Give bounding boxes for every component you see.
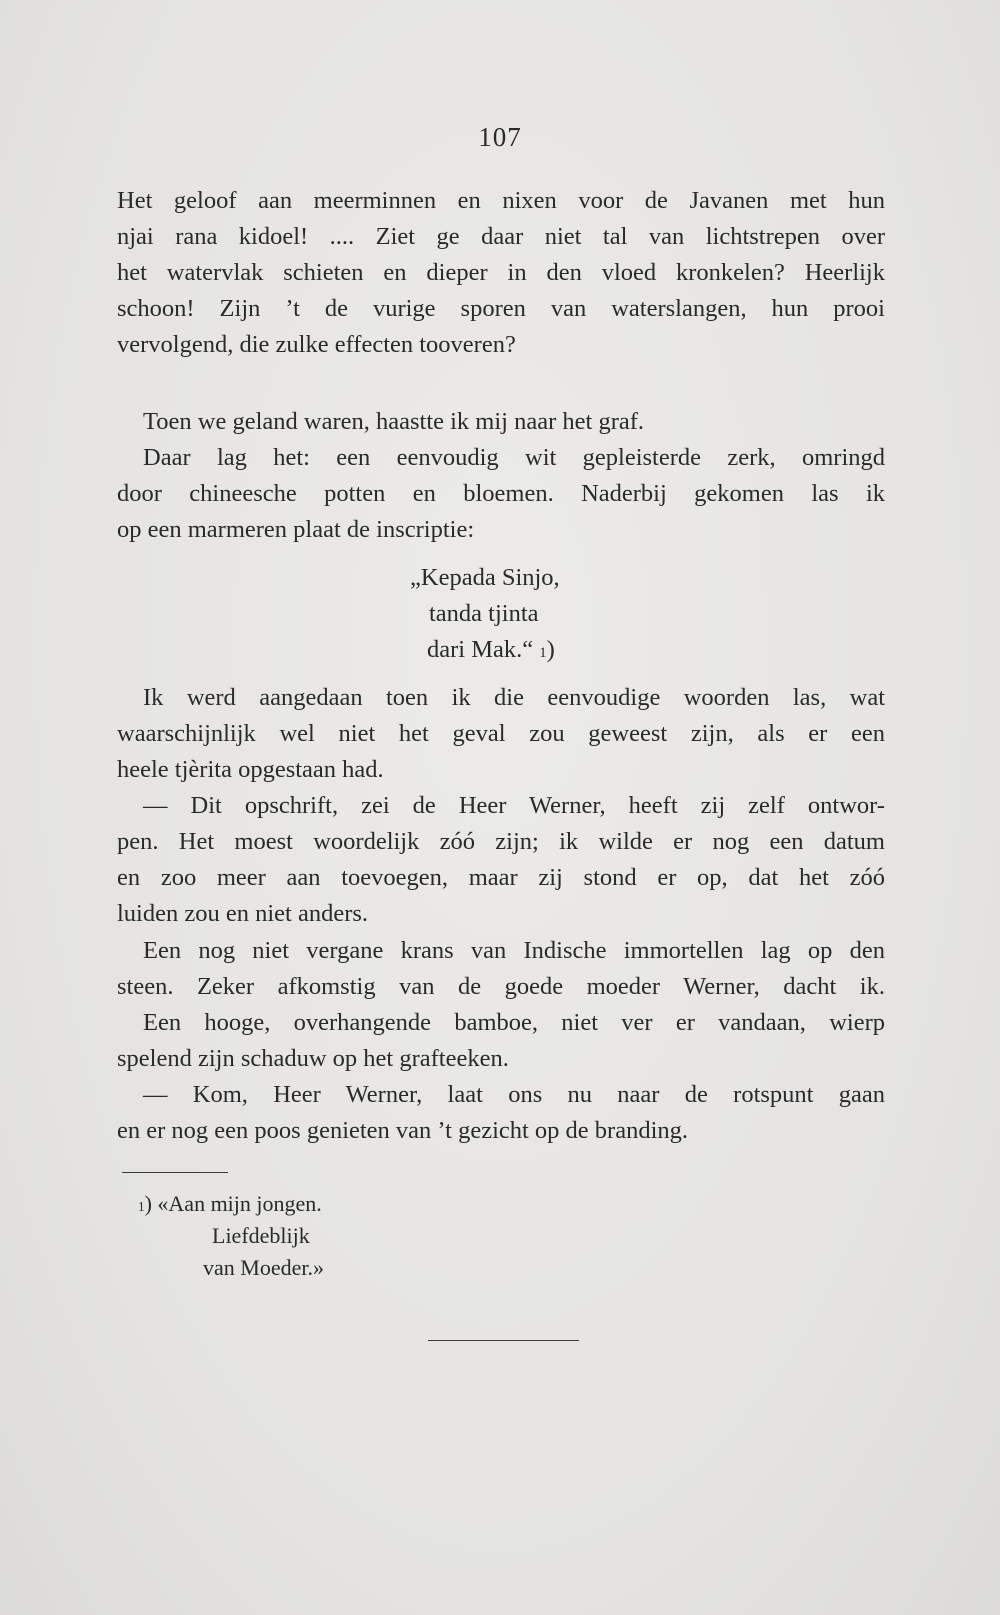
text-line: vervolgend, die zulke effecten tooveren? bbox=[117, 331, 516, 358]
footnote-text: «Aan mijn jongen. bbox=[157, 1191, 322, 1216]
text-line: steen. Zeker afkomstig van de goede moeder Werner, dacht ik. bbox=[117, 973, 885, 1000]
footnote-separator bbox=[122, 1172, 228, 1173]
footnote-line: van Moeder.» bbox=[203, 1255, 324, 1280]
inscription-text: dari Mak.“ bbox=[427, 636, 534, 663]
footnote-marker: 1 bbox=[138, 1199, 145, 1214]
text-line: luiden zou en niet anders. bbox=[117, 900, 369, 927]
text-line: Het geloof aan meerminnen en nixen voor de Javanen met hun bbox=[117, 187, 885, 214]
footnote-reference-paren: ) bbox=[546, 636, 555, 663]
text-line: door chineesche potten en bloemen. Naderbij gekomen las ik bbox=[117, 480, 885, 507]
text-line: pen. Het moest woordelijk zóó zijn; ik wilde er nog een datum bbox=[117, 828, 885, 855]
footnote-line bbox=[138, 1188, 322, 1220]
text-line: spelend zijn schaduw op het grafteeken. bbox=[117, 1045, 509, 1072]
text-line: en er nog een poos genieten van ’t gezicht op de branding. bbox=[117, 1117, 689, 1144]
footnote-marker-paren: ) bbox=[144, 1191, 152, 1216]
text-line: — Kom, Heer Werner, laat ons nu naar de rotspunt gaan bbox=[143, 1081, 885, 1108]
text-line: njai rana kidoel! .... Ziet ge daar niet tal van lichtstrepen over bbox=[117, 223, 885, 250]
text-line: Een nog niet vergane krans van Indische immortellen lag op den bbox=[143, 937, 885, 964]
text-line: Een hooge, overhangende bamboe, niet ver er vandaan, wierp bbox=[143, 1009, 885, 1036]
text-line: waarschijnlijk wel niet het geval zou geweest zijn, als er een bbox=[117, 720, 885, 747]
footnote-reference: 1 bbox=[539, 645, 547, 661]
text-line: Daar lag het: een eenvoudig wit gepleisterde zerk, omringd bbox=[143, 444, 885, 471]
text-line: op een marmeren plaat de inscriptie: bbox=[117, 516, 475, 543]
text-line: — Dit opschrift, zei de Heer Werner, heeft zij zelf ontwor- bbox=[143, 792, 885, 819]
end-rule bbox=[428, 1340, 579, 1341]
text-line: schoon! Zijn ’t de vurige sporen van waterslangen, hun prooi bbox=[117, 295, 885, 322]
text-line: en zoo meer aan toevoegen, maar zij stond er op, dat het zóó bbox=[117, 864, 885, 891]
text-line: het watervlak schieten en dieper in den vloed kronkelen? Heerlijk bbox=[117, 259, 885, 286]
inscription-line: „Kepada Sinjo, bbox=[410, 564, 560, 591]
inscription-line bbox=[427, 632, 555, 668]
text-line: Toen we geland waren, haastte ik mij naar het graf. bbox=[143, 408, 645, 435]
inscription-line: tanda tjinta bbox=[429, 600, 539, 627]
text-line: heele tjèrita opgestaan had. bbox=[117, 756, 384, 783]
text-line: Ik werd aangedaan toen ik die eenvoudige woorden las, wat bbox=[143, 684, 885, 711]
footnote-line: Liefdeblijk bbox=[212, 1223, 310, 1248]
page-number: 107 bbox=[478, 122, 522, 152]
